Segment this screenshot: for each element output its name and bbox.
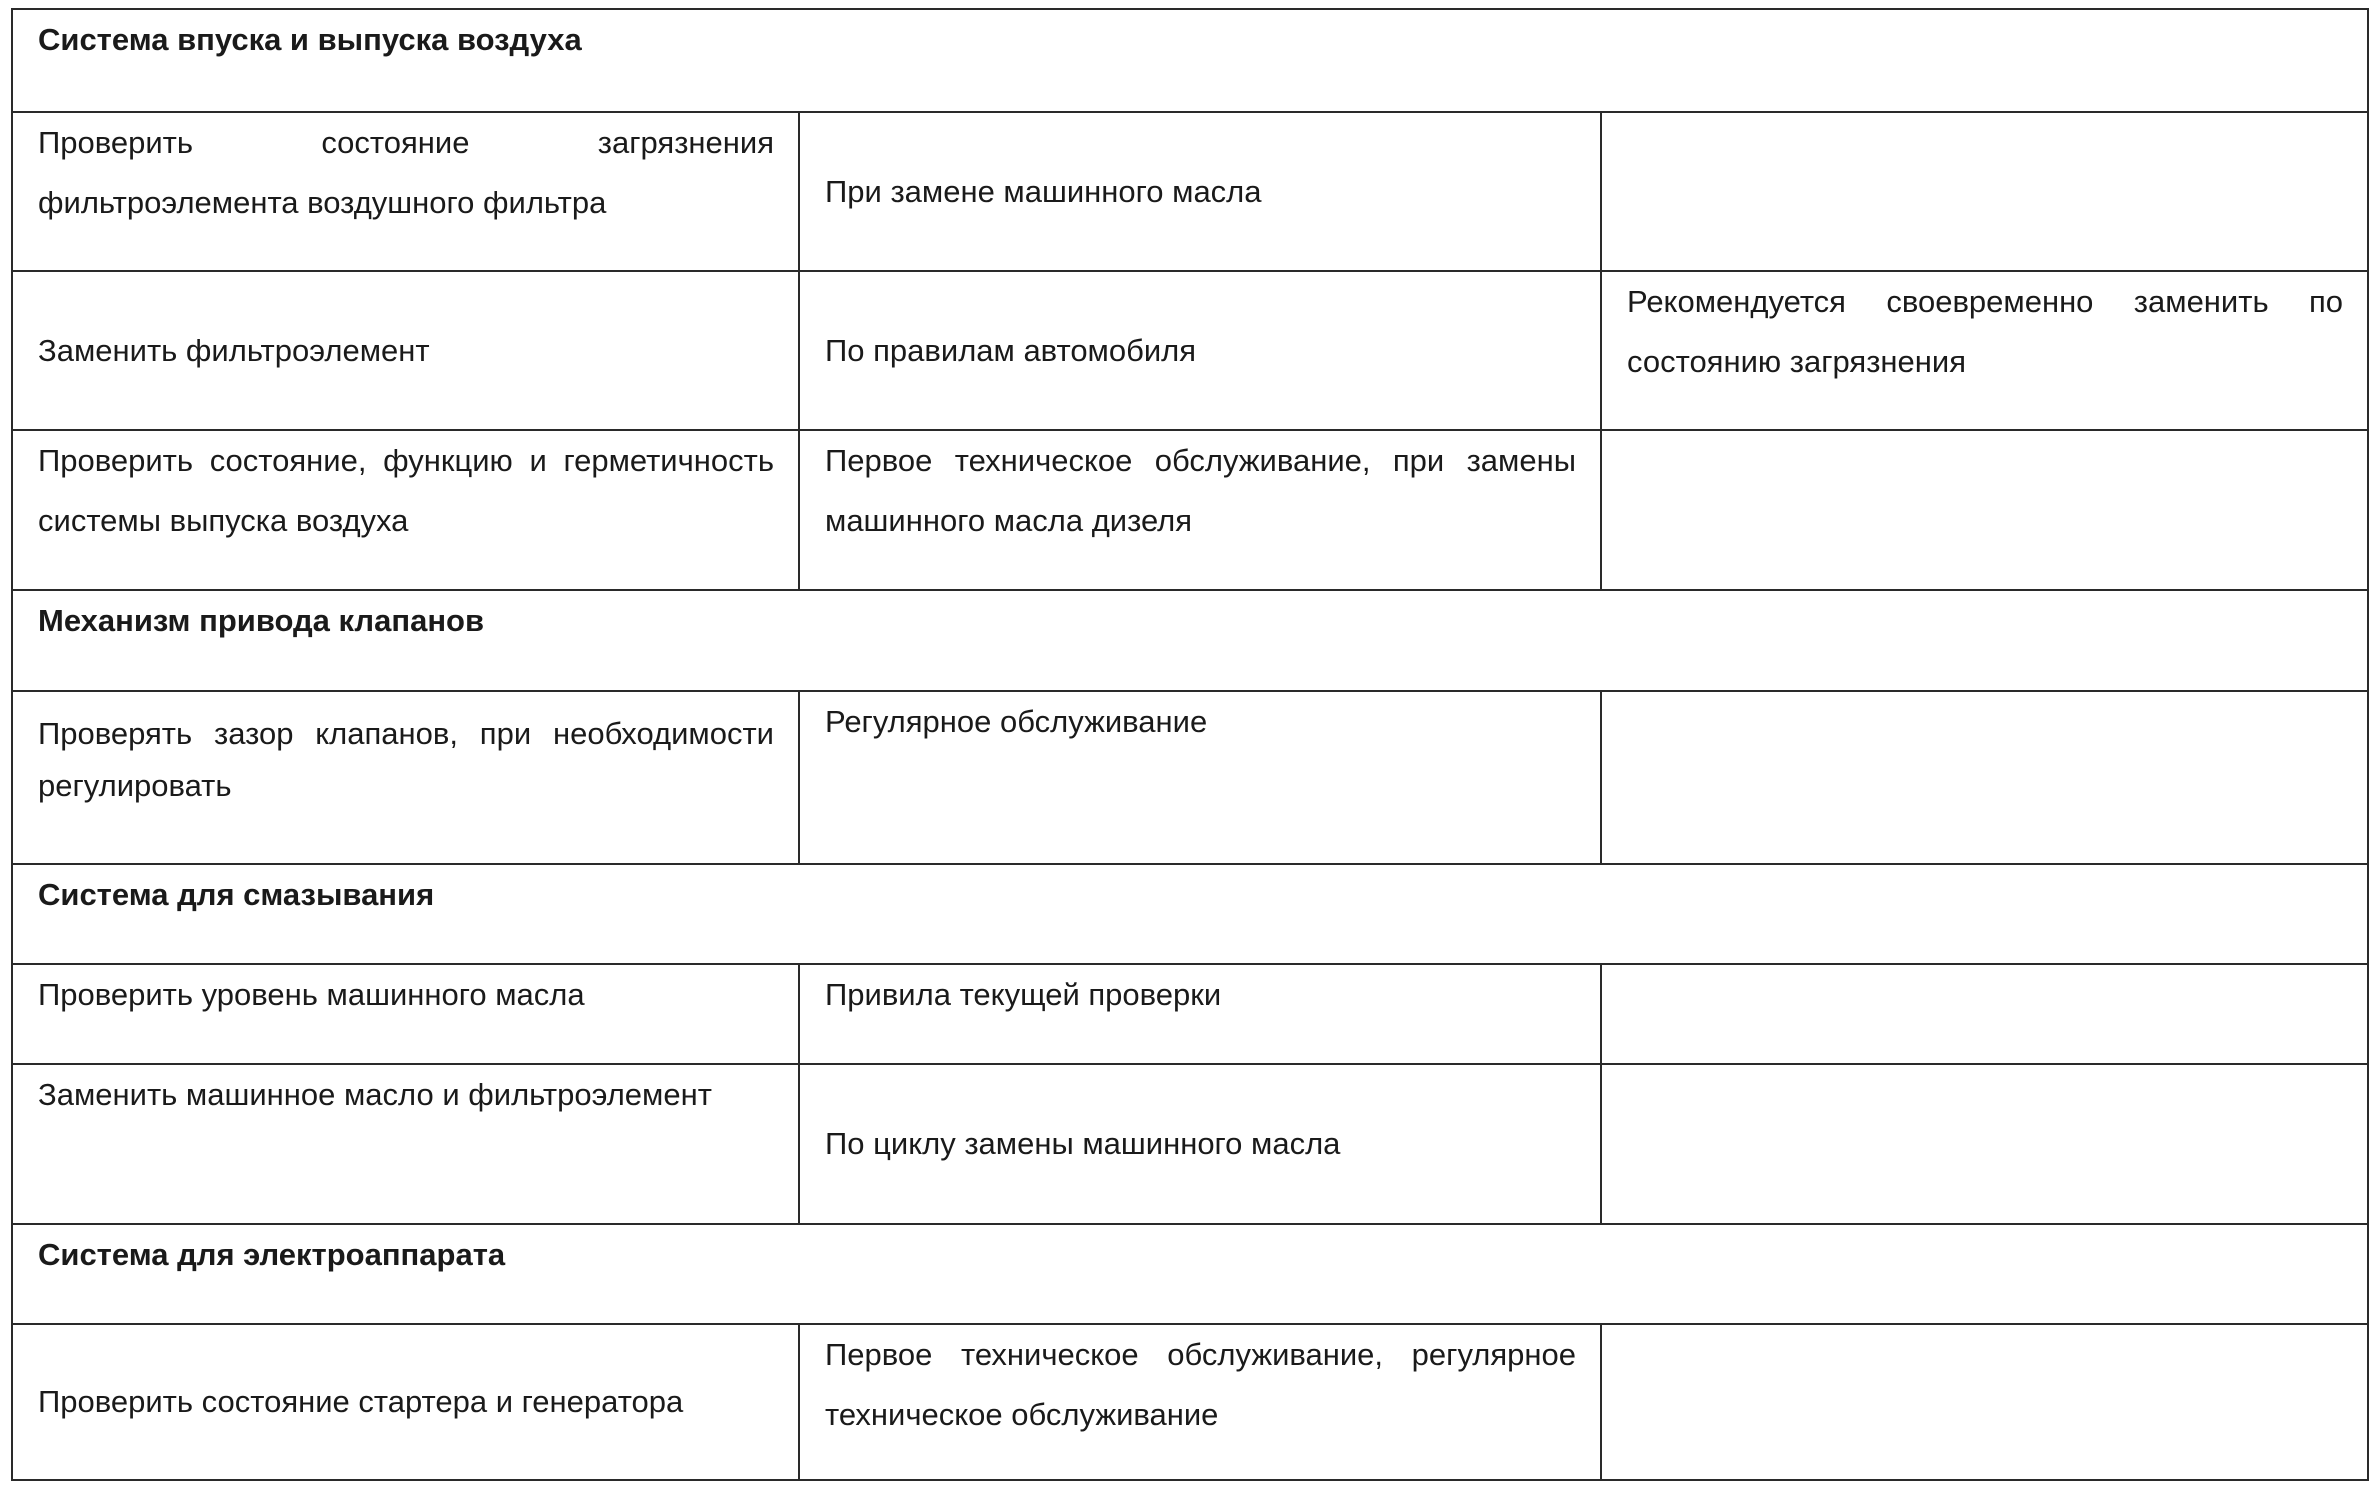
table-row	[13, 111, 2367, 270]
period-cell: Первое техническое обслуживание, регулярное техническое обслуживание	[798, 1325, 1600, 1479]
note-cell	[1600, 431, 2367, 589]
note-cell	[1600, 113, 2367, 270]
period-cell	[798, 272, 1600, 429]
period-cell: Первое техническое обслуживание, при замены машинного масла дизеля	[798, 431, 1600, 589]
period-cell	[798, 1065, 1600, 1223]
task-cell: Проверить уровень машинного масла	[38, 977, 585, 1012]
note-cell: Рекомендуется своевременно заменить по состоянию загрязнения	[1600, 272, 2367, 429]
period-cell: Привила текущей проверки	[798, 965, 1600, 1063]
period-text: При замене машинного масла	[825, 173, 1262, 209]
section-header-row	[13, 863, 2367, 963]
section-title: Система впуска и выпуска воздуха	[38, 22, 582, 57]
section-header-row	[13, 10, 2367, 111]
period-cell: Регулярное обслуживание	[798, 692, 1600, 863]
task-text: Проверить состояние стартера и генератора	[38, 1384, 684, 1419]
task-cell	[13, 1325, 798, 1479]
period-text: По правилам автомобиля	[825, 332, 1197, 368]
task-cell: Заменить машинное масло и фильтроэлемент	[38, 1077, 712, 1112]
task-cell: Проверять зазор клапанов, при необходимости регулировать	[38, 716, 774, 803]
note-cell	[1600, 965, 2367, 1063]
note-cell	[1600, 692, 2367, 863]
table-row	[13, 963, 2367, 1063]
section-title: Механизм привода клапанов	[38, 603, 485, 638]
maintenance-table	[11, 8, 2369, 1481]
table-row	[13, 270, 2367, 429]
task-cell	[13, 272, 798, 429]
table-row	[13, 690, 2367, 863]
section-title: Система для электроаппарата	[38, 1237, 506, 1272]
table-row	[13, 1063, 2367, 1223]
section-header-row	[13, 589, 2367, 690]
table-row	[13, 1323, 2367, 1479]
note-cell	[1600, 1325, 2367, 1479]
task-text: Заменить фильтроэлемент	[38, 332, 430, 368]
task-cell: Проверить состояние загрязнения фильтроэлемента воздушного фильтра	[38, 125, 774, 220]
note-cell	[1600, 1065, 2367, 1223]
task-cell: Проверить состояние, функцию и герметичность системы выпуска воздуха	[38, 443, 774, 538]
period-text: По циклу замены машинного масла	[825, 1126, 1341, 1161]
section-header-row	[13, 1223, 2367, 1323]
section-title: Система для смазывания	[38, 877, 435, 912]
period-cell	[798, 113, 1600, 270]
table-row	[13, 429, 2367, 589]
